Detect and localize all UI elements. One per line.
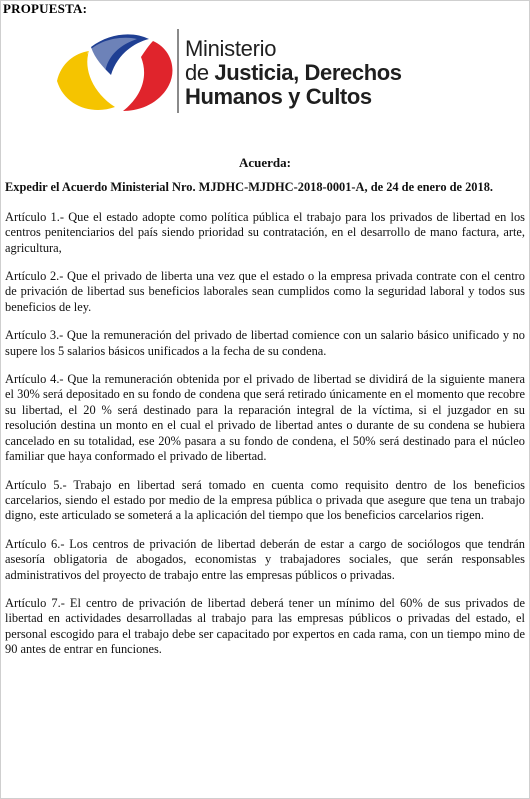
article-paragraph: Artículo 1.- Que el estado adopte como política pública el trabajo para los privados de libertad en los centros penitenciarios del país siendo prioridad su contratación, en el desarrollo de mano factura, arte, agricultura, <box>5 209 525 255</box>
logo-line-bold: Justicia, Derechos <box>214 60 402 85</box>
ministry-logo <box>53 23 413 123</box>
proposal-heading: PROPUESTA: <box>3 1 88 16</box>
article-paragraph: Artículo 4.- Que la remuneración obtenida por el privado de libertad se dividirá de la siguiente manera el 30% será depositado en su fondo de condena que será retirado únicamente en el momento que recobre su libertad, el 20 % será destinado para la reparación integral de la víctima, si el juzgador en su resolución destina un monto en el cual el privado de libertad antes o durante de su condena se hubiera cancelado en su totalidad, ese 20% pasara a su fondo de condena, el 50% será destinado para el núcleo familiar que haya conformado el privado de libertad. <box>5 372 525 464</box>
article-paragraph: Artículo 7.- El centro de privación de libertad deberá tener un mínimo del 60% de sus privados de libertad en actividades desarrolladas al trabajo para las empresas públicos o privadas del estado, el personal escogido para el trabajo debe ser capacitado por expertos en cada rama, con un tiempo mino de 90 antes de entrar en funciones. <box>5 595 525 657</box>
expedir-paragraph: Expedir el Acuerdo Ministerial Nro. MJDHC-MJDHC-2018-0001-A, de 24 de enero de 2018. <box>5 180 493 195</box>
logo-text <box>185 37 402 109</box>
logo-line-ministerio: Ministerio <box>185 36 277 61</box>
document-body <box>5 155 525 671</box>
article-paragraph: Artículo 5.- Trabajo en libertad será tomado en cuenta como requisito dentro de los beneficios carcelarios, siendo el estado por medio de la empresa pública o privada que asegure que tena un trabajo digno, este articulado se someterá a la aplicación del tiempo que los beneficios carcelarios rigen. <box>5 477 525 523</box>
ministry-emblem-icon <box>53 23 183 123</box>
article-paragraph: Artículo 3.- Que la remuneración del privado de libertad comience con un salario básico unificado y no supere los 5 salarios básicos unificados a la fecha de su condena. <box>5 328 525 358</box>
article-paragraph: Artículo 2.- Que el privado de liberta una vez que el estado o la empresa privada contrate con el centro de privación de libertad sus beneficios laborales sean cumplidos como la seguridad laboral y todos sus beneficios de ley. <box>5 269 525 314</box>
logo-line-justicia <box>185 61 402 85</box>
logo-line-humanos: Humanos y Cultos <box>185 84 372 109</box>
logo-line-prefix: de <box>185 60 209 85</box>
acuerda-heading: Acuerda: <box>239 155 291 170</box>
logo-divider <box>177 29 179 113</box>
article-paragraph: Artículo 6.- Los centros de privación de libertad deberán de estar a cargo de sociólogos que tendrán asesoría obligatoria de abogados, economistas y trabajadores sociales, que serán responsables administrativos del proyecto de trabajo entre las empresas públicos o privadas. <box>5 536 525 582</box>
